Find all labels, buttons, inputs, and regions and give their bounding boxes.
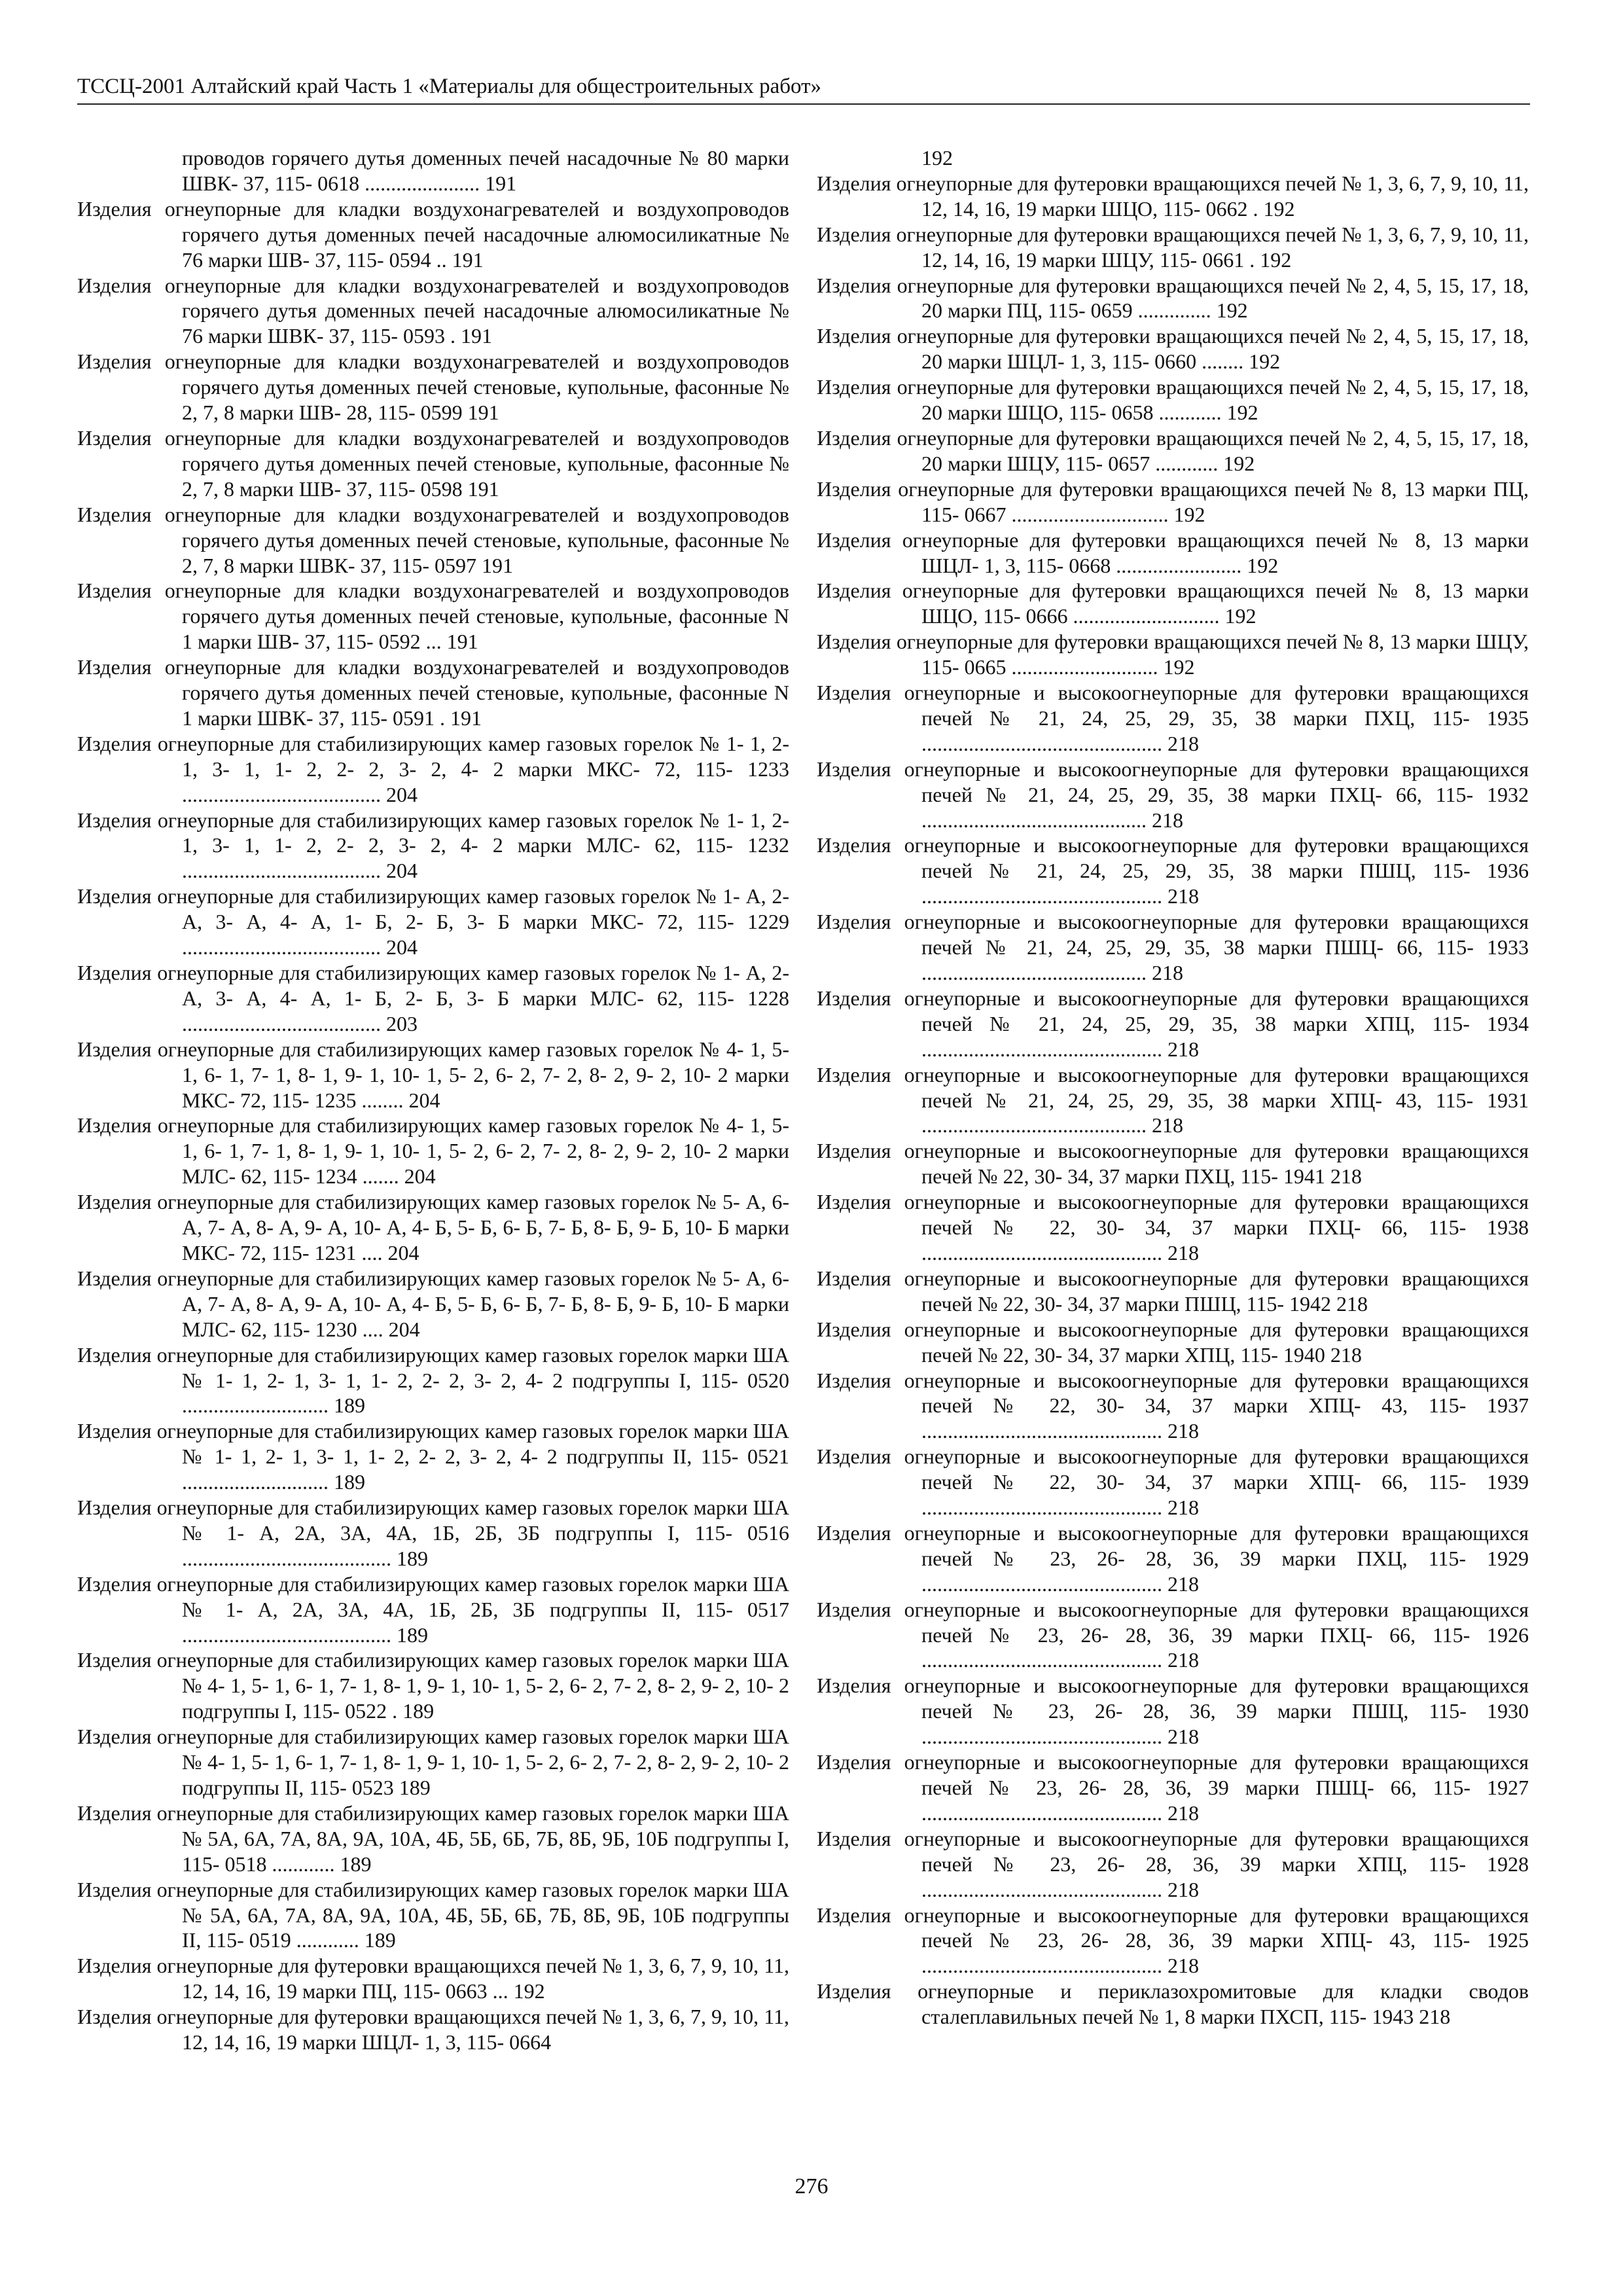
index-entry: Изделия огнеупорные для стабилизирующих камер газовых горелок марки ША № 4- 1, 5- 1, 6- 1, 7- 1, 8- 1, 9- 1, 10- 1, 5- 2, 6- 2, 7- 2, 8- 2, 9- 2, 10- 2 подгруппы I, 115- 0522 . 189 [77,1648,789,1723]
index-entry: Изделия огнеупорные для футеровки вращающихся печей № 1, 3, 6, 7, 9, 10, 11, 12, 14, 16, 19 марки ШЦУ, 115- 0661 . 192 [817,222,1529,272]
index-entry: Изделия огнеупорные и высокоогнеупорные для футеровки вращающихся печей № 23, 26- 28, 36, 39 марки ПХЦ- 66, 115- 1926 .............................................. 218 [817,1597,1529,1672]
index-entry: Изделия огнеупорные и высокоогнеупорные для футеровки вращающихся печей № 22, 30- 34, 37 марки ХПЦ- 66, 115- 1939 .............................................. 218 [817,1444,1529,1520]
index-entry: Изделия огнеупорные для кладки воздухонагревателей и воздухопроводов горячего дутья доменных печей стеновые, купольные, фасонные № 2, 7, 8 марки ШВК- 37, 115- 0597 191 [77,502,789,577]
index-entry: Изделия огнеупорные для стабилизирующих камер газовых горелок № 1- 1, 2- 1, 3- 1, 1- 2, 2- 2, 3- 2, 4- 2 марки МЛС- 62, 115- 1232 ...................................... 204 [77,808,789,883]
index-entry: Изделия огнеупорные для футеровки вращающихся печей № 8, 13 марки ШЦУ, 115- 0665 ............................ 192 [817,630,1529,679]
index-entry: Изделия огнеупорные для футеровки вращающихся печей № 2, 4, 5, 15, 17, 18, 20 марки ШЦУ, 115- 0657 ............ 192 [817,425,1529,475]
index-entry: Изделия огнеупорные для футеровки вращающихся печей № 1, 3, 6, 7, 9, 10, 11, 12, 14, 16, 19 марки ШЦЛ- 1, 3, 115- 0664 [77,2005,789,2054]
index-entry: 192 [921,146,953,170]
index-entry: Изделия огнеупорные и высокоогнеупорные для футеровки вращающихся печей № 22, 30- 34, 37 марки ХПЦ, 115- 1940 218 [817,1317,1529,1367]
index-entry: Изделия огнеупорные и высокоогнеупорные для футеровки вращающихся печей № 22, 30- 34, 37 марки ПХЦ- 66, 115- 1938 .............................................. 218 [817,1190,1529,1265]
index-entry: Изделия огнеупорные и высокоогнеупорные для футеровки вращающихся печей № 21, 24, 25, 29, 35, 38 марки ПШЦ, 115- 1936 .............................................. 218 [817,833,1529,908]
index-entry: Изделия огнеупорные и высокоогнеупорные для футеровки вращающихся печей № 21, 24, 25, 29, 35, 38 марки ПШЦ- 66, 115- 1933 ........................................... 218 [817,910,1529,984]
index-entry: проводов горячего дутья доменных печей насадочные № 80 марки ШВК- 37, 115- 0618 ...................... 191 [182,146,789,195]
index-entry: Изделия огнеупорные и высокоогнеупорные для футеровки вращающихся печей № 22, 30- 34, 37 марки ПХЦ, 115- 1941 218 [817,1139,1529,1189]
index-entry: Изделия огнеупорные для стабилизирующих камер газовых горелок марки ША № 1- 1, 2- 1, 3- 1, 1- 2, 2- 2, 3- 2, 4- 2 подгруппы I, 115- 0520 ............................ 189 [77,1342,789,1418]
index-entry: Изделия огнеупорные для стабилизирующих камер газовых горелок № 1- А, 2- А, 3- А, 4- А, 1- Б, 2- Б, 3- Б марки МКС- 72, 115- 1229 ...................................... 204 [77,884,789,960]
index-entry: Изделия огнеупорные для стабилизирующих камер газовых горелок марки ША № 4- 1, 5- 1, 6- 1, 7- 1, 8- 1, 9- 1, 10- 1, 5- 2, 6- 2, 7- 2, 8- 2, 9- 2, 10- 2 подгруппы II, 115- 0523 189 [77,1725,789,1799]
index-entry: Изделия огнеупорные для стабилизирующих камер газовых горелок марки ША № 1- 1, 2- 1, 3- 1, 1- 2, 2- 2, 3- 2, 4- 2 подгруппы II, 115- 0521 ............................ 189 [77,1419,789,1494]
index-column-right [817,145,1529,2030]
index-entry: Изделия огнеупорные для футеровки вращающихся печей № 8, 13 марки ШЦО, 115- 0666 ............................ 192 [817,579,1529,628]
index-entry: Изделия огнеупорные для футеровки вращающихся печей № 8, 13 марки ПЦ, 115- 0667 .............................. 192 [817,476,1529,526]
index-entry: Изделия огнеупорные для кладки воздухонагревателей и воздухопроводов горячего дутья доменных печей насадочные алюмосиликатные № 76 марки ШВК- 37, 115- 0593 . 191 [77,273,789,348]
index-entry: Изделия огнеупорные и высокоогнеупорные для футеровки вращающихся печей № 23, 26- 28, 36, 39 марки ХПЦ, 115- 1928 .............................................. 218 [817,1826,1529,1901]
index-entry: Изделия огнеупорные и высокоогнеупорные для футеровки вращающихся печей № 22, 30- 34, 37 марки ХПЦ- 43, 115- 1937 .............................................. 218 [817,1368,1529,1443]
index-entry: Изделия огнеупорные и высокоогнеупорные для футеровки вращающихся печей № 23, 26- 28, 36, 39 марки ПХЦ, 115- 1929 .............................................. 218 [817,1520,1529,1596]
index-entry: Изделия огнеупорные для кладки воздухонагревателей и воздухопроводов горячего дутья доменных печей стеновые, купольные, фасонные N 1 марки ШВК- 37, 115- 0591 . 191 [77,655,789,730]
index-entry: Изделия огнеупорные для кладки воздухонагревателей и воздухопроводов горячего дутья доменных печей стеновые, купольные, фасонные № 2, 7, 8 марки ШВ- 28, 115- 0599 191 [77,350,789,425]
index-entry: Изделия огнеупорные для кладки воздухонагревателей и воздухопроводов горячего дутья доменных печей стеновые, купольные, фасонные N 1 марки ШВ- 37, 115- 0592 ... 191 [77,579,789,654]
index-entry: Изделия огнеупорные для кладки воздухонагревателей и воздухопроводов горячего дутья доменных печей насадочные алюмосиликатные № 76 марки ШВ- 37, 115- 0594 .. 191 [77,196,789,272]
index-entry: Изделия огнеупорные для стабилизирующих камер газовых горелок № 4- 1, 5- 1, 6- 1, 7- 1, 8- 1, 9- 1, 10- 1, 5- 2, 6- 2, 7- 2, 8- 2, 9- 2, 10- 2 марки МЛС- 62, 115- 1234 ....... 204 [77,1113,789,1189]
index-entry: Изделия огнеупорные для стабилизирующих камер газовых горелок № 1- 1, 2- 1, 3- 1, 1- 2, 2- 2, 3- 2, 4- 2 марки МКС- 72, 115- 1233 ...................................... 204 [77,731,789,806]
index-entry: Изделия огнеупорные и высокоогнеупорные для футеровки вращающихся печей № 23, 26- 28, 36, 39 марки ХПЦ- 43, 115- 1925 .............................................. 218 [817,1903,1529,1978]
index-entry: Изделия огнеупорные для стабилизирующих камер газовых горелок № 5- А, 6- А, 7- А, 8- А, 9- А, 10- А, 4- Б, 5- Б, 6- Б, 7- Б, 8- Б, 9- Б, 10- Б марки МКС- 72, 115- 1231 .... 204 [77,1190,789,1265]
running-header: ТССЦ-2001 Алтайский край Часть 1 «Материалы для общестроительных работ» [77,73,1530,105]
index-entry: Изделия огнеупорные для футеровки вращающихся печей № 2, 4, 5, 15, 17, 18, 20 марки ПЦ, 115- 0659 .............. 192 [817,273,1529,323]
index-entry: Изделия огнеупорные для футеровки вращающихся печей № 1, 3, 6, 7, 9, 10, 11, 12, 14, 16, 19 марки ШЦО, 115- 0662 . 192 [817,171,1529,221]
index-entry: Изделия огнеупорные для кладки воздухонагревателей и воздухопроводов горячего дутья доменных печей стеновые, купольные, фасонные № 2, 7, 8 марки ШВ- 37, 115- 0598 191 [77,425,789,501]
index-entry: Изделия огнеупорные и периклазохромитовые для кладки сводов сталеплавильных печей № 1, 8 марки ПХСП, 115- 1943 218 [817,1979,1529,2029]
index-entry: Изделия огнеупорные для стабилизирующих камер газовых горелок № 5- А, 6- А, 7- А, 8- А, 9- А, 10- А, 4- Б, 5- Б, 6- Б, 7- Б, 8- Б, 9- Б, 10- Б марки МЛС- 62, 115- 1230 .... 204 [77,1266,789,1341]
index-entry: Изделия огнеупорные для футеровки вращающихся печей № 2, 4, 5, 15, 17, 18, 20 марки ШЦО, 115- 0658 ............ 192 [817,375,1529,425]
index-entry: Изделия огнеупорные для стабилизирующих камер газовых горелок марки ША № 1- А, 2А, 3А, 4А, 1Б, 2Б, 3Б подгруппы II, 115- 0517 ........................................ 189 [77,1571,789,1647]
index-entry: Изделия огнеупорные и высокоогнеупорные для футеровки вращающихся печей № 23, 26- 28, 36, 39 марки ПШЦ- 66, 115- 1927 .............................................. 218 [817,1750,1529,1825]
index-entry: Изделия огнеупорные для стабилизирующих камер газовых горелок марки ША № 5А, 6А, 7А, 8А, 9А, 10А, 4Б, 5Б, 6Б, 7Б, 8Б, 9Б, 10Б подгруппы I, 115- 0518 ............ 189 [77,1801,789,1876]
index-entry: Изделия огнеупорные и высокоогнеупорные для футеровки вращающихся печей № 21, 24, 25, 29, 35, 38 марки ПХЦ- 66, 115- 1932 ........................................... 218 [817,757,1529,832]
index-entry: Изделия огнеупорные для футеровки вращающихся печей № 8, 13 марки ШЦЛ- 1, 3, 115- 0668 ........................ 192 [817,528,1529,577]
index-entry: Изделия огнеупорные для футеровки вращающихся печей № 2, 4, 5, 15, 17, 18, 20 марки ШЦЛ- 1, 3, 115- 0660 ........ 192 [817,324,1529,374]
index-entry: Изделия огнеупорные и высокоогнеупорные для футеровки вращающихся печей № 22, 30- 34, 37 марки ПШЦ, 115- 1942 218 [817,1266,1529,1316]
index-entry: Изделия огнеупорные для стабилизирующих камер газовых горелок марки ША № 1- А, 2А, 3А, 4А, 1Б, 2Б, 3Б подгруппы I, 115- 0516 ........................................ 189 [77,1496,789,1570]
page-number: 276 [794,2174,829,2198]
index-entry: Изделия огнеупорные и высокоогнеупорные для футеровки вращающихся печей № 21, 24, 25, 29, 35, 38 марки ХПЦ- 43, 115- 1931 ........................................... 218 [817,1062,1529,1138]
index-entry: Изделия огнеупорные и высокоогнеупорные для футеровки вращающихся печей № 21, 24, 25, 29, 35, 38 марки ПХЦ, 115- 1935 .............................................. 218 [817,681,1529,755]
index-entry: Изделия огнеупорные для стабилизирующих камер газовых горелок марки ША № 5А, 6А, 7А, 8А, 9А, 10А, 4Б, 5Б, 6Б, 7Б, 8Б, 9Б, 10Б подгруппы II, 115- 0519 ............ 189 [77,1877,789,1952]
index-entry: Изделия огнеупорные для футеровки вращающихся печей № 1, 3, 6, 7, 9, 10, 11, 12, 14, 16, 19 марки ПЦ, 115- 0663 ... 192 [77,1954,789,2003]
index-entry: Изделия огнеупорные и высокоогнеупорные для футеровки вращающихся печей № 23, 26- 28, 36, 39 марки ПШЦ, 115- 1930 .............................................. 218 [817,1674,1529,1749]
index-entry: Изделия огнеупорные для стабилизирующих камер газовых горелок № 1- А, 2- А, 3- А, 4- А, 1- Б, 2- Б, 3- Б марки МЛС- 62, 115- 1228 ...................................... 203 [77,961,789,1035]
index-entry: Изделия огнеупорные для стабилизирующих камер газовых горелок № 4- 1, 5- 1, 6- 1, 7- 1, 8- 1, 9- 1, 10- 1, 5- 2, 6- 2, 7- 2, 8- 2, 9- 2, 10- 2 марки МКС- 72, 115- 1235 ........ 204 [77,1037,789,1112]
index-entry: Изделия огнеупорные и высокоогнеупорные для футеровки вращающихся печей № 21, 24, 25, 29, 35, 38 марки ХПЦ, 115- 1934 .............................................. 218 [817,986,1529,1061]
index-column-left [77,145,789,2055]
